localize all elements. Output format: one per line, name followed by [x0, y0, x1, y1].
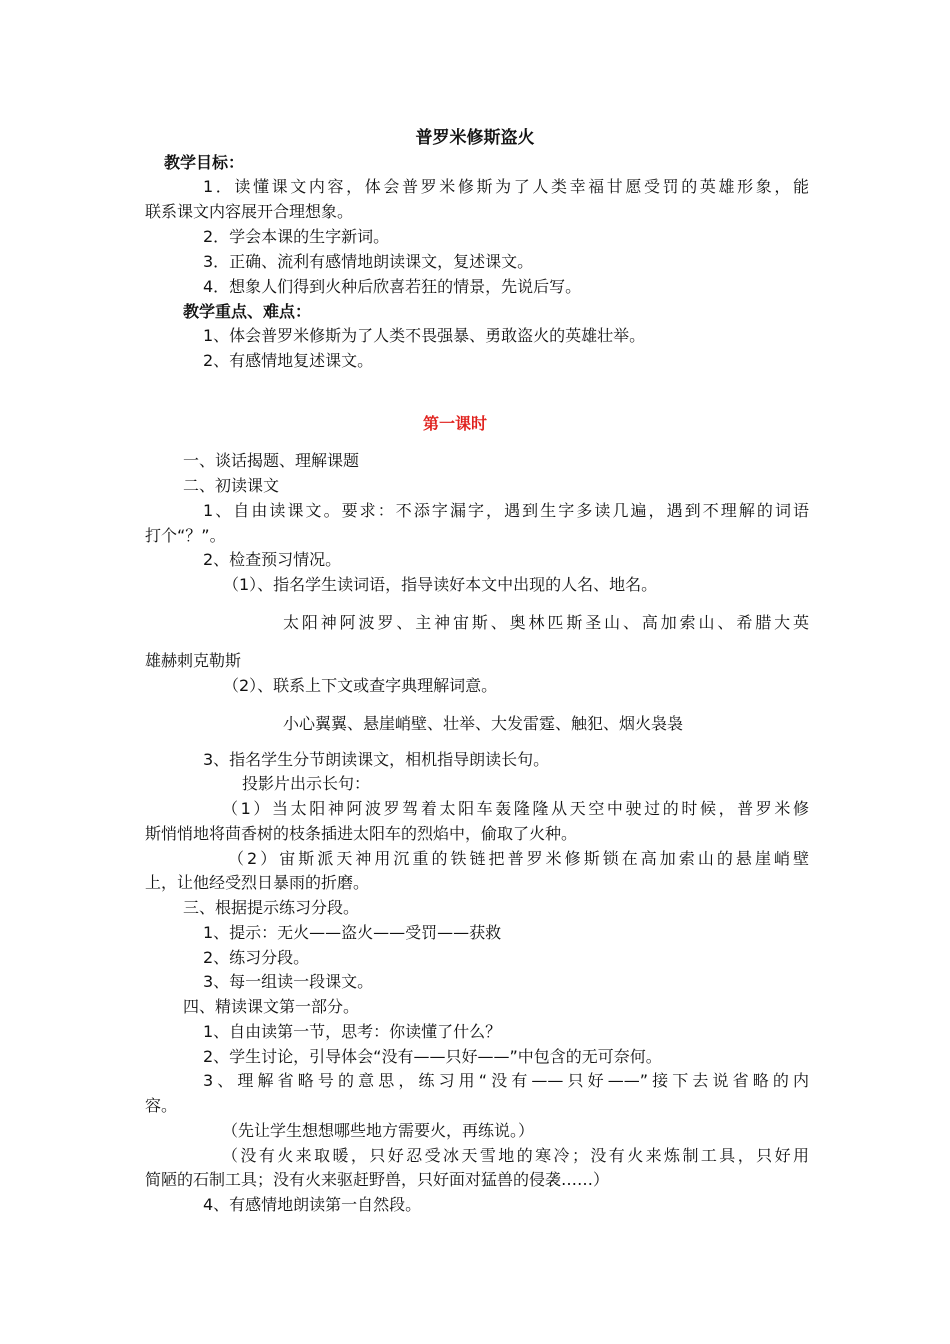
section-4-item-4: 4、有感情地朗读第一自然段。: [203, 1195, 422, 1214]
key-point-2: 2、有感情地复述课文。: [203, 351, 374, 370]
goal-1-line-2: 联系课文内容展开合理想象。: [145, 202, 354, 221]
goal-1-line-1: 1．读懂课文内容，体会普罗米修斯为了人类幸福甘愿受罚的英雄形象，能: [203, 177, 809, 196]
slide-note: 投影片出示长句：: [242, 774, 371, 793]
section-4-item-1: 1、自由读第一节，思考：你读懂了什么？: [203, 1022, 502, 1041]
page-title: 普罗米修斯盗火: [415, 128, 535, 148]
key-point-1: 1、体会普罗米修斯为了人类不畏强暴、勇敢盗火的英雄壮举。: [203, 326, 646, 345]
key-points-heading: 教学重点、难点：: [183, 302, 312, 321]
names-list-line-1: 太阳神阿波罗、主神宙斯、奥林匹斯圣山、高加索山、希腊大英: [283, 613, 809, 632]
goal-2: 2．学会本课的生字新词。: [203, 227, 390, 246]
names-list-line-2: 雄赫刺克勒斯: [145, 651, 242, 670]
long-sentence-2-line-1: （2）宙斯派天神用沉重的铁链把普罗米修斯锁在高加索山的悬崖峭壁: [228, 849, 809, 868]
section-3: 三、根据提示练习分段。: [183, 898, 360, 917]
goal-4: 4．想象人们得到火种后欣喜若狂的情景，先说后写。: [203, 277, 582, 296]
goal-3: 3．正确、流利有感情地朗读课文，复述课文。: [203, 252, 534, 271]
example-line-1: （没有火来取暖，只好忍受冰天雪地的寒冷；没有火来炼制工具，只好用: [222, 1146, 809, 1165]
section-4: 四、精读课文第一部分。: [183, 997, 360, 1016]
long-sentence-2-line-2: 上，让他经受烈日暴雨的折磨。: [145, 873, 370, 892]
section-3-item-1: 1、提示：无火——盗火——受罚——获救: [203, 923, 502, 942]
section-4-item-3-line-1: 3、理解省略号的意思，练习用“没有——只好——”接下去说省略的内: [203, 1071, 809, 1090]
section-2-item-2-sub-2: （2）、联系上下文或查字典理解词意。: [223, 676, 498, 695]
section-1: 一、谈话揭题、理解课题: [183, 451, 360, 470]
section-2-item-1-line-2: 打个“？”。: [145, 526, 226, 545]
section-3-item-3: 3、每一组读一段课文。: [203, 972, 374, 991]
section-4-item-2: 2、学生讨论，引导体会“没有——只好——”中包含的无可奈何。: [203, 1047, 662, 1066]
words-list: 小心翼翼、悬崖峭壁、壮举、大发雷霆、触犯、烟火袅袅: [283, 714, 684, 733]
section-2-item-3: 3、指名学生分节朗读课文，相机指导朗读长句。: [203, 750, 550, 769]
section-2: 二、初读课文: [183, 476, 280, 495]
section-4-item-3-line-2: 容。: [145, 1096, 178, 1115]
section-2-item-2: 2、检查预习情况。: [203, 550, 342, 569]
section-2-item-1-line-1: 1、自由读课文。要求：不添字漏字，遇到生字多读几遍，遇到不理解的词语: [203, 501, 809, 520]
section-3-item-2: 2、练习分段。: [203, 948, 310, 967]
lesson-title: 第一课时: [422, 414, 487, 433]
long-sentence-1-line-1: （1）当太阳神阿波罗驾着太阳车轰隆隆从天空中驶过的时候，普罗米修: [222, 799, 809, 818]
teaching-tip: （先让学生想想哪些地方需要火，再练说。）: [222, 1121, 535, 1140]
goals-heading: 教学目标：: [164, 153, 245, 172]
example-line-2: 简陋的石制工具；没有火来驱赶野兽，只好面对猛兽的侵袭……）: [145, 1170, 610, 1189]
section-2-item-2-sub-1: （1）、指名学生读词语，指导读好本文中出现的人名、地名。: [223, 575, 658, 594]
long-sentence-1-line-2: 斯悄悄地将茴香树的枝条插进太阳车的烈焰中，偷取了火种。: [145, 824, 578, 843]
